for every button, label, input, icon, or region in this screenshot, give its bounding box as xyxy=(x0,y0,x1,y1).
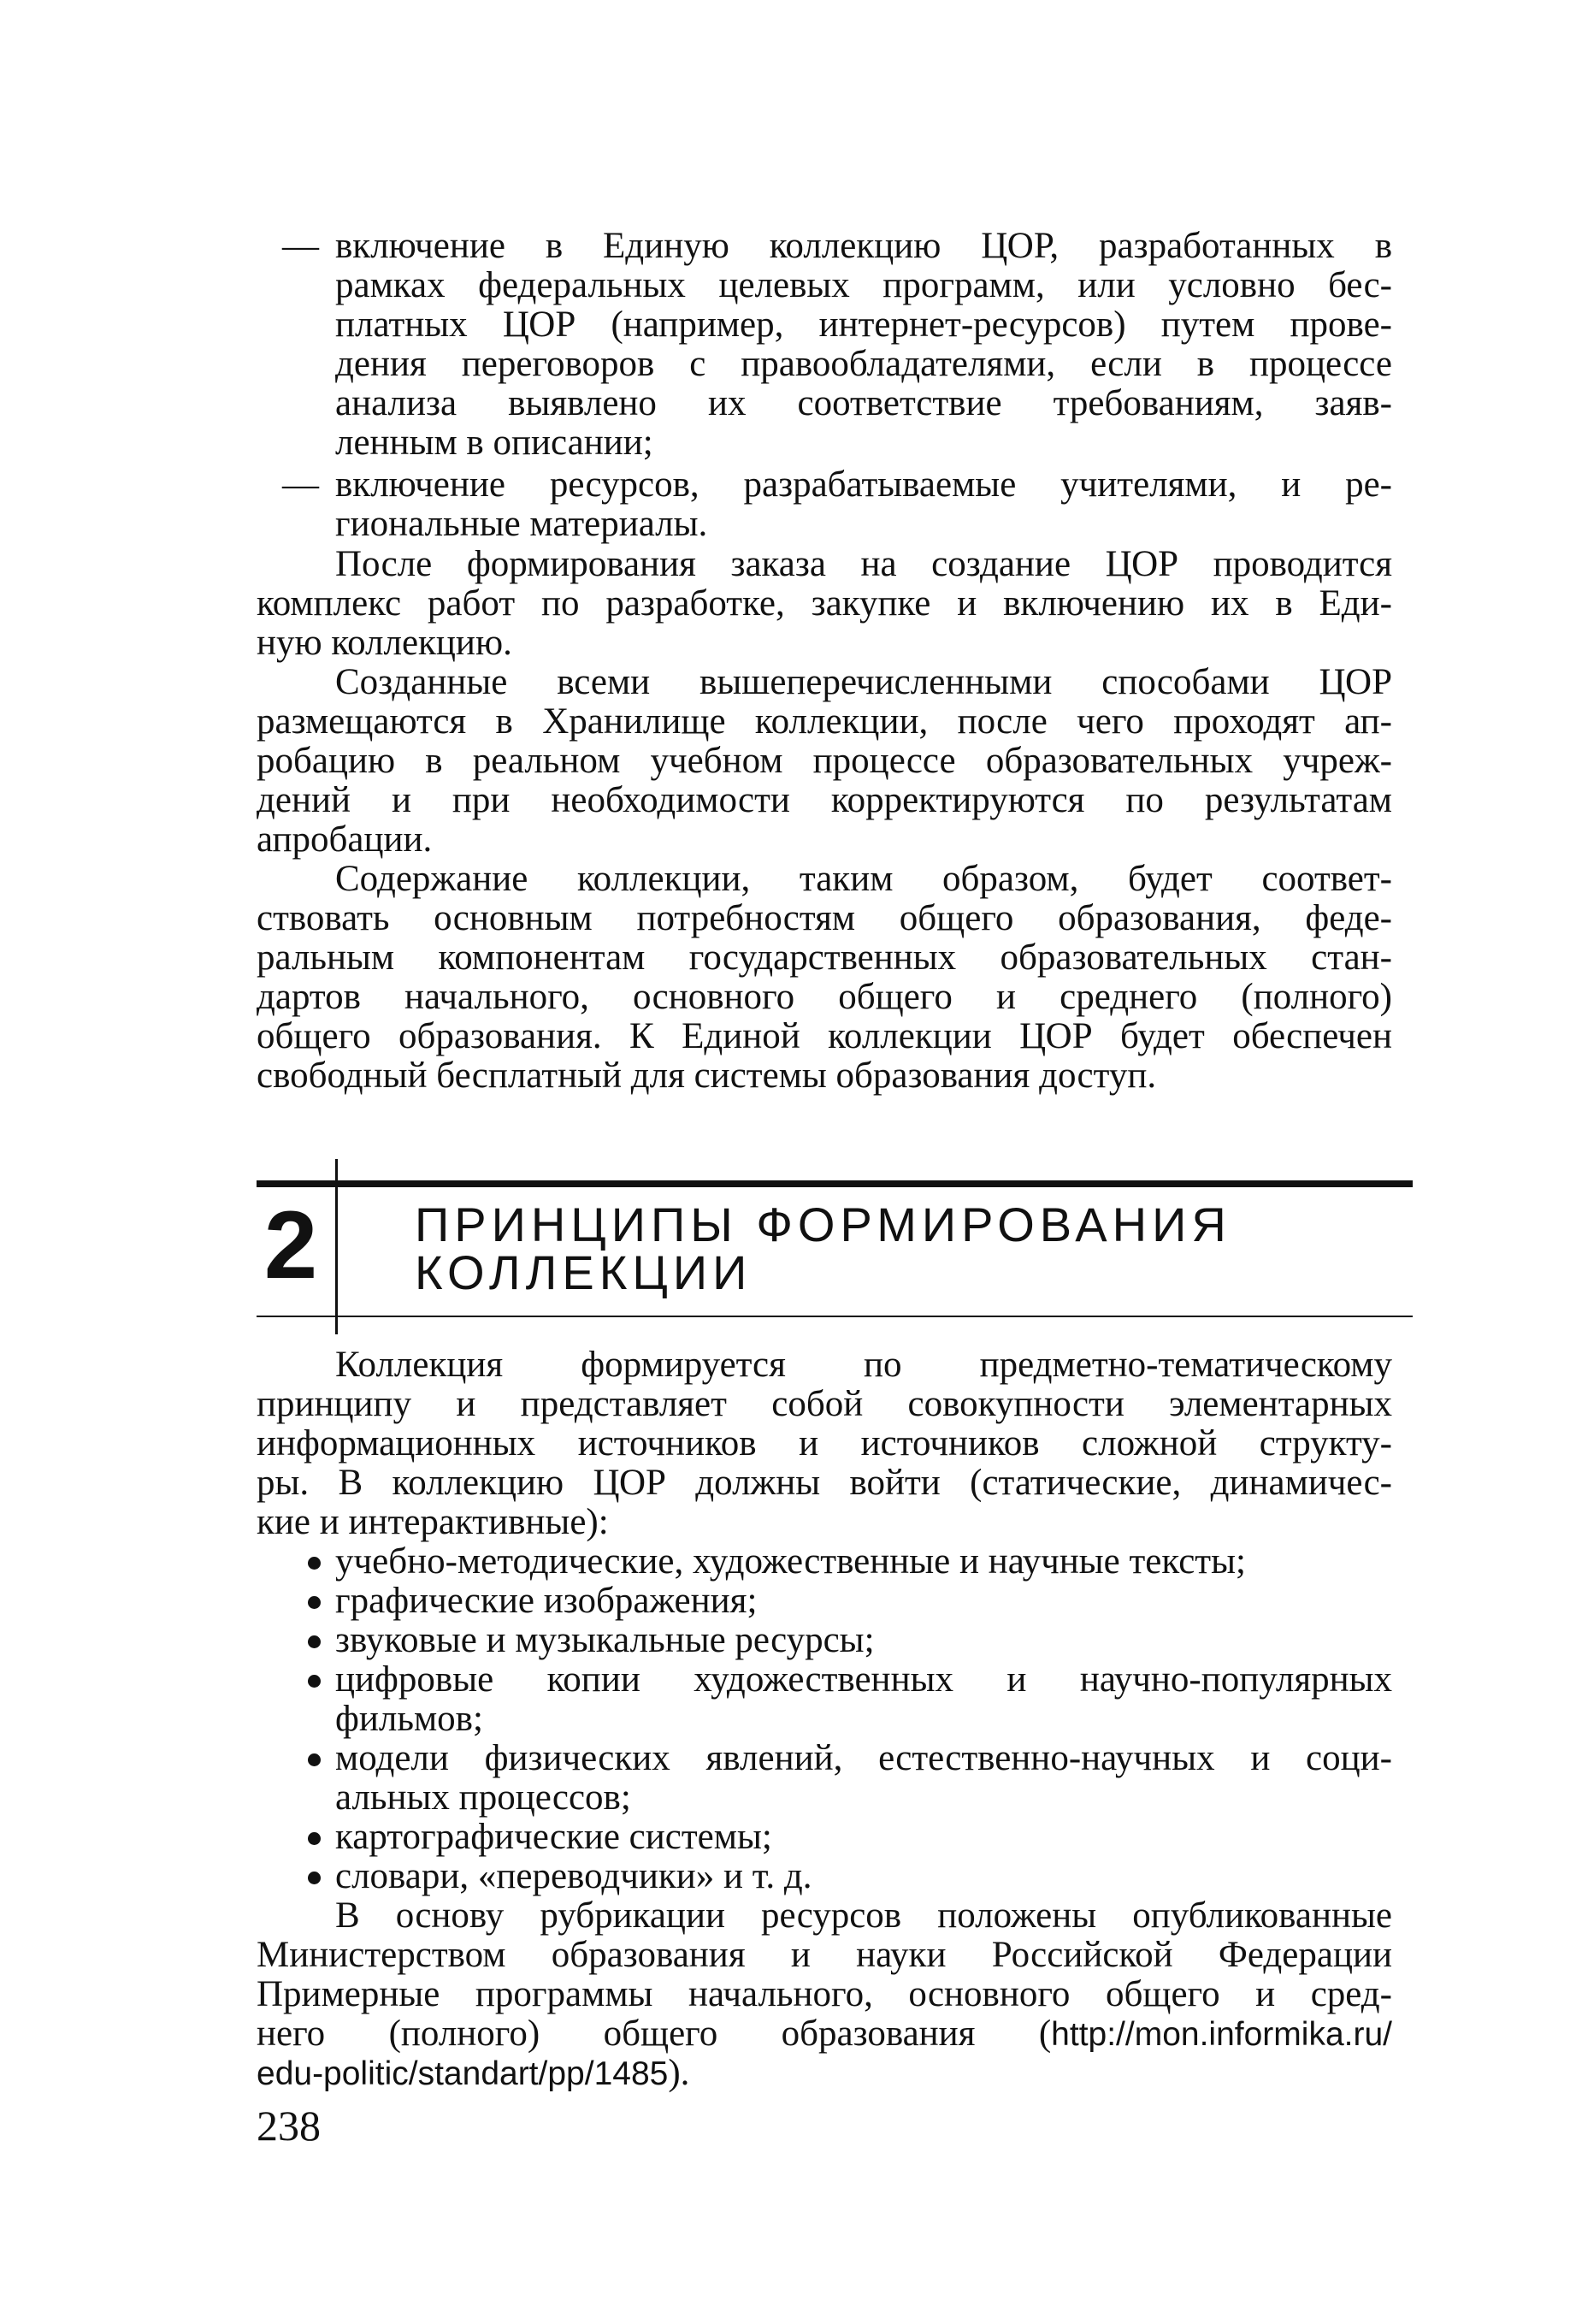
text-line: кие и интерактивные): xyxy=(257,1502,609,1542)
dash-marker: — xyxy=(282,226,319,266)
bullet-marker xyxy=(308,1675,321,1688)
list-item: картографические системы; xyxy=(335,1817,772,1857)
text-line: В основу рубрикации ресурсов положены опубликованные xyxy=(335,1895,1392,1936)
text-line xyxy=(257,2054,689,2094)
text-line: ную коллекцию. xyxy=(257,623,512,663)
heading-top-rule xyxy=(257,1180,1413,1187)
text-line: дартов начального, основного общего и среднего (полного) xyxy=(257,977,1392,1017)
text-line: принципу и представляет собой совокупности элементарных xyxy=(257,1384,1392,1424)
section-number: 2 xyxy=(263,1192,318,1298)
bullet-marker xyxy=(308,1557,321,1570)
list-item: цифровые копии художественных и научно-популярных xyxy=(335,1659,1392,1700)
dash-marker: — xyxy=(282,464,319,505)
list-item: учебно-методические, художественные и научные тексты; xyxy=(335,1541,1246,1582)
text-line: общего образования. К Единой коллекции ЦОР будет обеспечен xyxy=(257,1016,1392,1056)
list-item: фильмов; xyxy=(335,1699,483,1739)
text-line: ральным компонентам государственных образовательных стан- xyxy=(257,937,1392,978)
list-item: словари, «переводчики» и т. д. xyxy=(335,1856,812,1896)
text-line: комплекс работ по разработке, закупке и включению их в Еди- xyxy=(257,583,1392,624)
text-line: информационных источников и источников сложной структу- xyxy=(257,1423,1392,1464)
text-line: ствовать основным потребностям общего образования, феде- xyxy=(257,898,1392,938)
text-line: Министерством образования и науки Российской Федерации xyxy=(257,1935,1392,1975)
text-line: Содержание коллекции, таким образом, будет соответ- xyxy=(335,859,1392,899)
list-item: альных процессов; xyxy=(335,1777,631,1818)
text-line: апробации. xyxy=(257,819,433,860)
text-line: включение ресурсов, разрабатываемые учителями, и ре- xyxy=(335,464,1392,505)
list-item: звуковые и музыкальные ресурсы; xyxy=(335,1620,875,1660)
section-title-line: КОЛЛЕКЦИИ xyxy=(415,1245,753,1299)
source-url: http://mon.informika.ru/ xyxy=(1051,2016,1392,2053)
text-line: После формирования заказа на создание ЦОР проводится xyxy=(335,544,1392,584)
text-line: размещаются в Хранилище коллекции, после чего проходят ап- xyxy=(257,701,1392,742)
text-line: включение в Единую коллекцию ЦОР, разработанных в xyxy=(335,226,1392,266)
text-line: дений и при необходимости корректируются по результатам xyxy=(257,780,1392,820)
list-item: графические изображения; xyxy=(335,1581,758,1621)
text-line: анализа выявлено их соответствие требованиям, заяв- xyxy=(335,383,1392,423)
text-span: ). xyxy=(668,2053,690,2093)
text-line: рамках федеральных целевых программ, или условно бес- xyxy=(335,265,1392,305)
bullet-marker xyxy=(308,1596,321,1609)
bullet-marker xyxy=(308,1753,321,1766)
heading-vertical-rule xyxy=(335,1159,338,1334)
list-item: модели физических явлений, естественно-научных и соци- xyxy=(335,1738,1392,1778)
text-line: дения переговоров с правообладателями, если в процессе xyxy=(335,344,1392,384)
bullet-marker xyxy=(308,1635,321,1648)
text-line: ры. В коллекцию ЦОР должны войти (статические, динамичес- xyxy=(257,1463,1392,1503)
bullet-marker xyxy=(308,1832,321,1845)
text-line: платных ЦОР (например, интернет-ресурсов) путем прове- xyxy=(335,305,1392,345)
section-title-line: ПРИНЦИПЫ ФОРМИРОВАНИЯ xyxy=(415,1197,1231,1251)
text-line: робацию в реальном учебном процессе образовательных учреж- xyxy=(257,741,1392,781)
text-span: него (полного) общего образования ( xyxy=(257,2014,1052,2054)
source-url: edu-politic/standart/pp/1485 xyxy=(257,2055,669,2092)
heading-bottom-rule xyxy=(257,1316,1413,1317)
text-line: Коллекция формируется по предметно-тематическому xyxy=(335,1345,1392,1385)
text-line: Примерные программы начального, основного общего и сред- xyxy=(257,1974,1392,2014)
text-line: ленным в описании; xyxy=(335,423,653,463)
text-line xyxy=(257,2014,1392,2055)
text-line: Созданные всеми вышеперечисленными способами ЦОР xyxy=(335,662,1392,702)
bullet-marker xyxy=(308,1872,321,1884)
text-line: свободный бесплатный для системы образования доступ. xyxy=(257,1056,1157,1096)
text-line: гиональные материалы. xyxy=(335,504,708,544)
page-number: 238 xyxy=(257,2102,321,2150)
